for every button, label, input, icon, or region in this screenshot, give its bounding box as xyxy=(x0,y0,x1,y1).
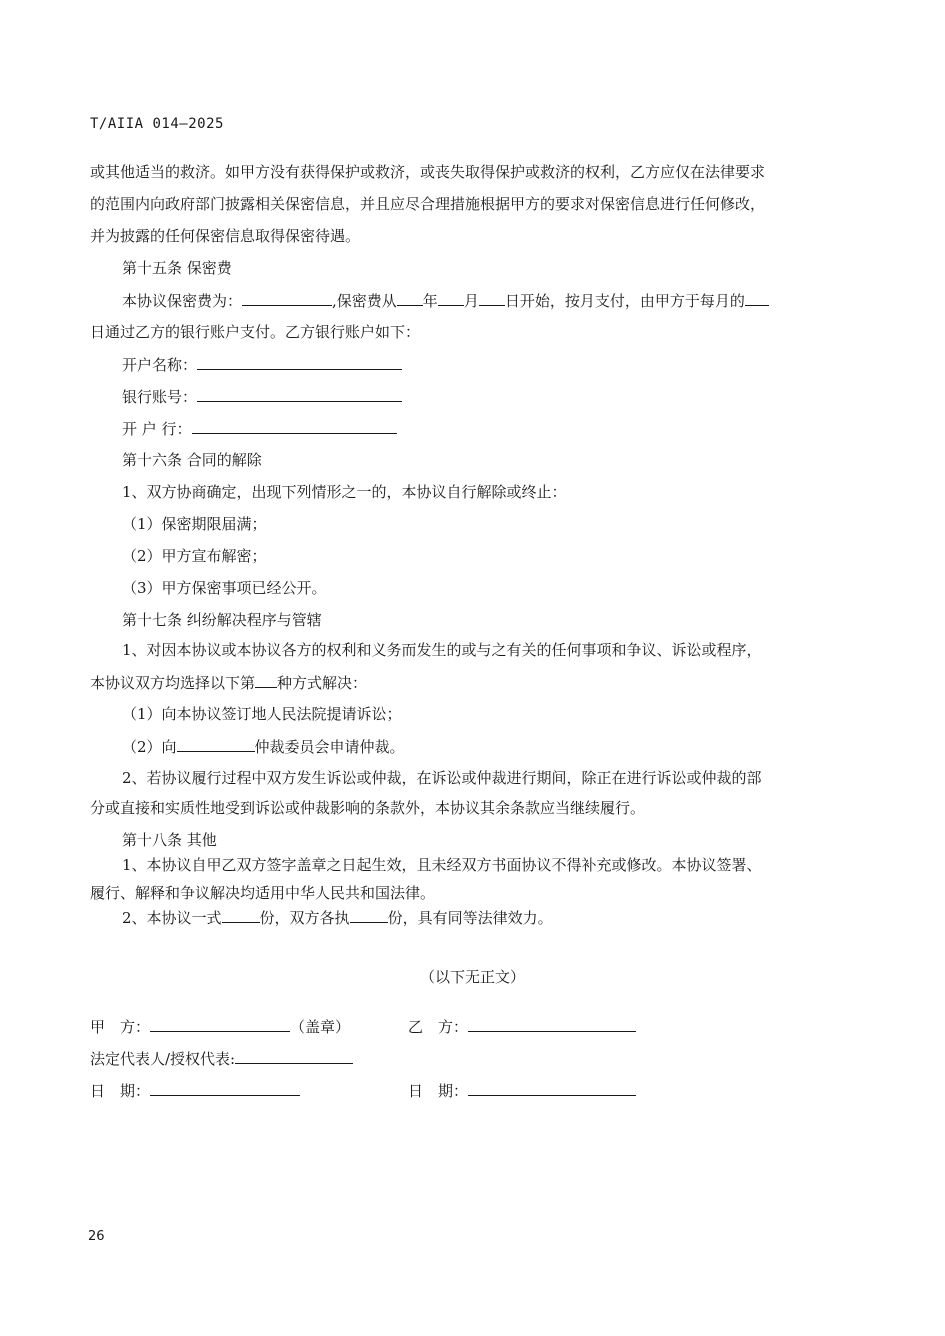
year-label: 年 xyxy=(422,292,438,310)
date-b-blank xyxy=(468,1080,636,1096)
copies-label: 2、本协议一式 xyxy=(122,909,222,927)
party-a-label: 甲 方： xyxy=(90,1018,151,1036)
fee-from-label: ,保密费从 xyxy=(332,292,397,310)
month-blank xyxy=(438,290,464,306)
article-18-p2 xyxy=(122,907,553,928)
option-2-suffix: 仲裁委员会申请仲裁。 xyxy=(254,738,405,756)
article-15-fee-line xyxy=(122,290,769,311)
bank-label: 开 户 行： xyxy=(122,420,192,438)
choice-label: 本协议双方均选择以下第 xyxy=(90,674,256,692)
article-16-case-2: （2）甲方宣布解密； xyxy=(122,547,267,565)
intro-line-1: 或其他适当的救济。如甲方没有获得保护或救济，或丧失取得保护或救济的权利，乙方应仅在法律要求 xyxy=(90,163,766,181)
article-16-title: 第十六条 合同的解除 xyxy=(122,451,262,469)
article-18-title: 第十八条 其他 xyxy=(122,831,217,849)
date-a-label: 日 期： xyxy=(90,1082,151,1100)
party-a-line xyxy=(90,1016,350,1037)
date-b-line xyxy=(408,1080,636,1101)
copies-blank xyxy=(222,907,260,923)
intro-line-2: 的范围内向政府部门披露相关保密信息，并且应尽合理措施根据甲方的要求对保密信息进行任何修改， xyxy=(90,195,766,213)
legal-rep-blank xyxy=(235,1048,353,1064)
arbitration-blank xyxy=(177,736,255,752)
fee-label: 本协议保密费为： xyxy=(122,292,243,310)
article-17-p1-line-1: 1、对因本协议或本协议各方的权利和义务而发生的或与之有关的任何事项和争议、诉讼或程序， xyxy=(122,641,762,659)
date-a-blank xyxy=(150,1080,300,1096)
article-18-p1-line-2: 履行、解释和争议解决均适用中华人民共和国法律。 xyxy=(90,884,436,902)
payment-day-blank xyxy=(745,290,769,306)
article-17-p1-line-2 xyxy=(90,672,367,693)
article-15-account-intro: 日通过乙方的银行账户支付。乙方银行账户如下： xyxy=(90,323,421,341)
party-b-line xyxy=(408,1016,636,1037)
party-b-label: 乙 方： xyxy=(408,1018,469,1036)
article-17-title: 第十七条 纠纷解决程序与管辖 xyxy=(122,611,322,629)
legal-rep-label: 法定代表人/授权代表: xyxy=(90,1050,236,1068)
article-16-case-3: （3）甲方保密事项已经公开。 xyxy=(122,579,327,597)
party-b-blank xyxy=(468,1016,636,1032)
legal-rep-line xyxy=(90,1048,353,1069)
account-name-blank xyxy=(197,354,402,370)
effect-label: 份，具有同等法律效力。 xyxy=(387,909,553,927)
choice-blank xyxy=(255,672,277,688)
article-18-p1-line-1: 1、本协议自甲乙双方签字盖章之日起生效，且未经双方书面协议不得补充或修改。本协议签署、 xyxy=(122,856,762,874)
bank-line xyxy=(122,418,397,439)
page-number: 26 xyxy=(88,1229,105,1244)
fee-amount-blank xyxy=(242,290,332,306)
option-2-prefix: （2）向 xyxy=(122,738,177,756)
each-blank xyxy=(350,907,388,923)
article-17-option-2 xyxy=(122,736,405,757)
document-code: T/AIIA 014—2025 xyxy=(90,116,224,132)
seal-label: （盖章） xyxy=(290,1018,351,1036)
day-blank xyxy=(479,290,505,306)
date-a-line xyxy=(90,1080,300,1101)
intro-line-3: 并为披露的任何保密信息取得保密待遇。 xyxy=(90,227,361,245)
month-label: 月 xyxy=(463,292,479,310)
article-16-item: 1、双方协商确定，出现下列情形之一的，本协议自行解除或终止： xyxy=(122,483,567,501)
account-number-blank xyxy=(197,386,402,402)
account-name-line xyxy=(122,354,402,375)
choice-suffix: 种方式解决： xyxy=(277,674,368,692)
payment-label: 日开始，按月支付，由甲方于每月的 xyxy=(504,292,745,310)
article-16-case-1: （1）保密期限届满； xyxy=(122,515,267,533)
party-a-blank xyxy=(150,1016,290,1032)
bank-blank xyxy=(192,418,397,434)
article-17-p2-line-2: 分或直接和实质性地受到诉讼或仲裁影响的条款外，本协议其余条款应当继续履行。 xyxy=(90,799,646,817)
article-15-title: 第十五条 保密费 xyxy=(122,259,232,277)
date-b-label: 日 期： xyxy=(408,1082,469,1100)
each-label: 份，双方各执 xyxy=(259,909,350,927)
year-blank xyxy=(397,290,423,306)
account-number-label: 银行账号： xyxy=(122,388,198,406)
account-name-label: 开户名称： xyxy=(122,356,198,374)
article-17-option-1: （1）向本协议签订地人民法院提请诉讼； xyxy=(122,705,402,723)
end-of-text-note: （以下无正文） xyxy=(419,968,525,986)
article-17-p2-line-1: 2、若协议履行过程中双方发生诉讼或仲裁，在诉讼或仲裁进行期间，除正在进行诉讼或仲裁的部 xyxy=(122,769,762,787)
account-number-line xyxy=(122,386,402,407)
